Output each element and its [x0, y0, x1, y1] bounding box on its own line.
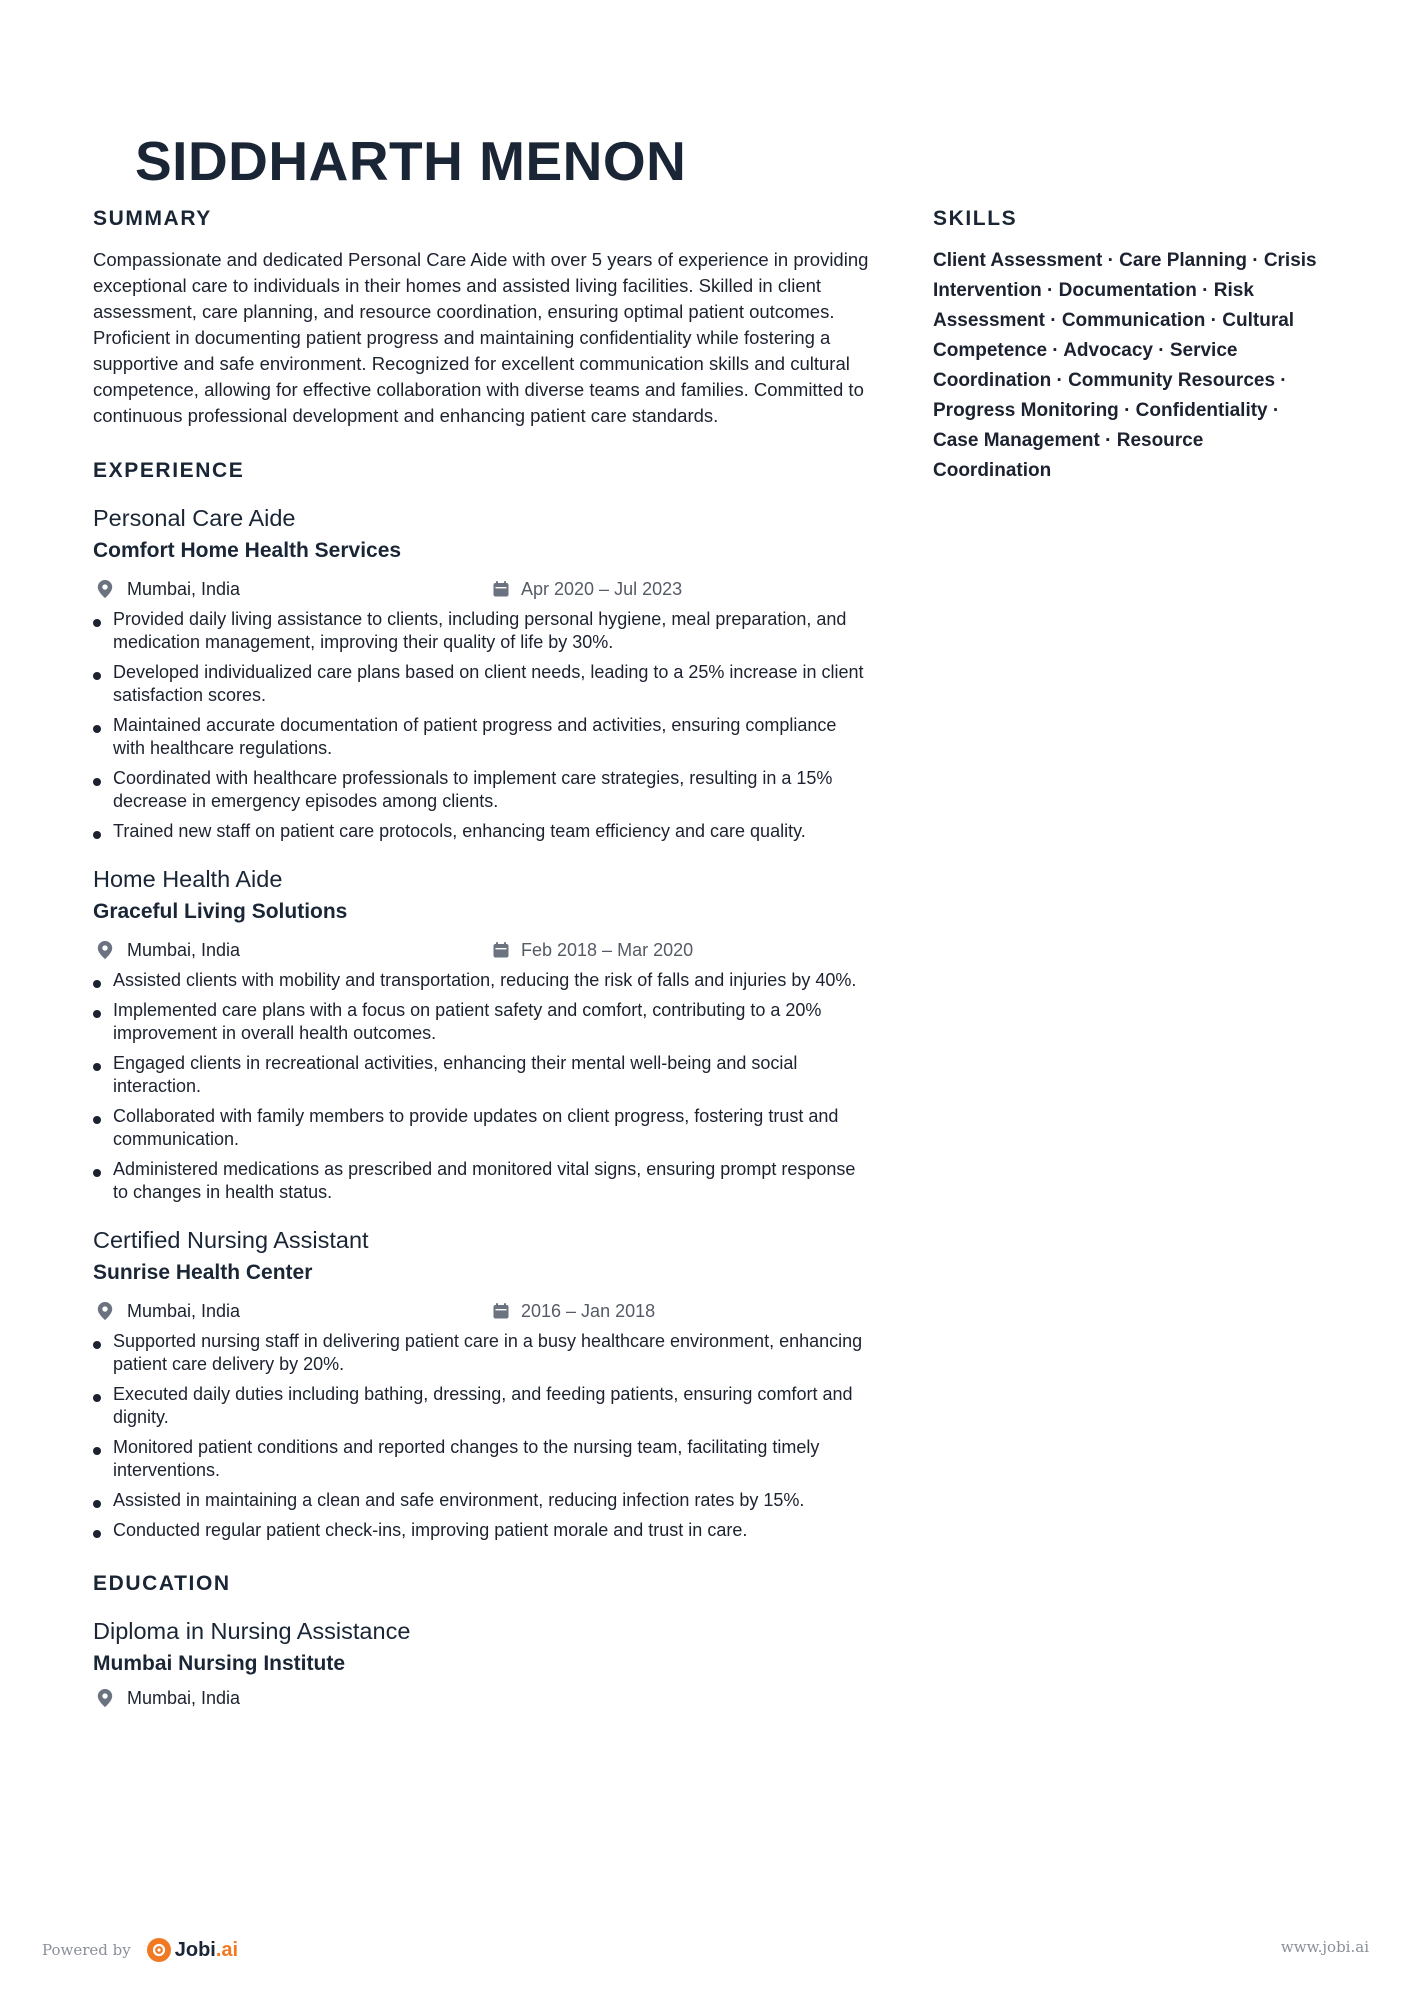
job-location-text: Mumbai, India: [127, 578, 241, 599]
calendar-icon: [493, 942, 509, 958]
job-bullet: Assisted in maintaining a clean and safe environment, reducing infection rates by 15%.: [93, 1489, 873, 1512]
summary-text: Compassionate and dedicated Personal Care Aide with over 5 years of experience in providing exceptional care to individuals in their homes and assisted living facilities. Skilled in client assessment, care planning, and resource coordination, ensuring optimal patient outcomes. Proficient in documenting patient progress and maintaining confidentiality while fostering a supportive and safe environment. Recognized for excellent communication skills and cultural competence, allowing for effective collaboration with diverse teams and families. Committed to continuous professional development and enhancing patient care standards.: [93, 249, 869, 426]
job-list: [93, 502, 873, 1542]
job-dates-text: Apr 2020 – Jul 2023: [521, 578, 683, 599]
job-bullets: [93, 608, 873, 843]
summary-section: [93, 204, 873, 429]
calendar-icon: [493, 581, 509, 597]
jobi-logo-text: [175, 1939, 238, 1962]
job-dates-text: Feb 2018 – Mar 2020: [521, 939, 694, 960]
jobi-logo-icon: [147, 1938, 171, 1962]
job-location-text: Mumbai, India: [127, 1300, 241, 1321]
education-entry: [93, 1615, 873, 1713]
powered-by-label: Powered by: [42, 1941, 131, 1959]
job-company: Graceful Living Solutions: [93, 900, 348, 923]
job-bullet: Provided daily living assistance to clients, including personal hygiene, meal preparation, and medication management, improving their quality of life by 30%.: [93, 608, 873, 654]
job-bullet: Conducted regular patient check-ins, improving patient morale and trust in care.: [93, 1519, 873, 1542]
experience-heading: EXPERIENCE: [93, 459, 245, 482]
skills-section: [933, 204, 1323, 486]
job-bullet: Monitored patient conditions and reported changes to the nursing team, facilitating timely interventions.: [93, 1436, 873, 1482]
job-dates: [493, 940, 693, 961]
education-location: [93, 1688, 493, 1709]
logo-suffix: .ai: [215, 1938, 239, 1961]
job-company: Sunrise Health Center: [93, 1261, 313, 1284]
job-bullet: Administered medications as prescribed and monitored vital signs, ensuring prompt response to changes in health status.: [93, 1158, 873, 1204]
location-pin-icon: [97, 580, 113, 598]
job-title: Personal Care Aide: [93, 505, 296, 531]
job-bullet: Assisted clients with mobility and transportation, reducing the risk of falls and injuries by 40%.: [93, 969, 873, 992]
degree: Diploma in Nursing Assistance: [93, 1618, 411, 1644]
job-location: [93, 1301, 493, 1322]
experience-section: [93, 456, 873, 1542]
school: Mumbai Nursing Institute: [93, 1652, 345, 1675]
job-bullets: [93, 969, 873, 1204]
education-location-text: Mumbai, India: [127, 1687, 241, 1708]
location-pin-icon: [97, 1689, 113, 1707]
job-bullet: Maintained accurate documentation of patient progress and activities, ensuring compliance with healthcare regulations.: [93, 714, 873, 760]
job-entry: [93, 863, 873, 1204]
job-dates: [493, 1301, 655, 1322]
summary-heading: SUMMARY: [93, 207, 212, 230]
job-meta: [93, 1296, 873, 1326]
job-bullet: Collaborated with family members to provide updates on client progress, fostering trust and communication.: [93, 1105, 873, 1151]
job-meta: [93, 574, 873, 604]
right-column: [933, 204, 1323, 486]
logo-main: Jobi: [174, 1938, 216, 1961]
job-bullet: Developed individualized care plans based on client needs, leading to a 25% increase in client satisfaction scores.: [93, 661, 873, 707]
job-location: [93, 579, 493, 600]
skills-heading: SKILLS: [933, 207, 1018, 230]
job-meta: [93, 935, 873, 965]
job-bullet: Implemented care plans with a focus on patient safety and comfort, contributing to a 20% improvement in overall health outcomes.: [93, 999, 873, 1045]
job-entry: [93, 1224, 873, 1542]
footer-url[interactable]: www.jobi.ai: [1280, 1938, 1369, 1956]
job-location-text: Mumbai, India: [127, 939, 241, 960]
job-title: Certified Nursing Assistant: [93, 1227, 369, 1253]
location-pin-icon: [97, 1302, 113, 1320]
education-meta: [93, 1683, 873, 1713]
candidate-name: SIDDHARTH MENON: [135, 130, 687, 192]
job-bullet: Executed daily duties including bathing, dressing, and feeding patients, ensuring comfort and dignity.: [93, 1383, 873, 1429]
job-dates-text: 2016 – Jan 2018: [521, 1300, 656, 1321]
footer-powered-by: [42, 1938, 238, 1962]
job-bullets: [93, 1330, 873, 1542]
education-section: [93, 1569, 873, 1713]
left-column: [93, 204, 873, 1713]
job-location: [93, 940, 493, 961]
jobi-logo[interactable]: [147, 1938, 238, 1962]
job-bullet: Trained new staff on patient care protocols, enhancing team efficiency and care quality.: [93, 820, 873, 843]
job-dates: [493, 579, 682, 600]
job-entry: [93, 502, 873, 843]
job-company: Comfort Home Health Services: [93, 539, 402, 562]
education-heading: EDUCATION: [93, 1572, 231, 1595]
job-bullet: Engaged clients in recreational activities, enhancing their mental well-being and social interaction.: [93, 1052, 873, 1098]
skills-list: Client Assessment · Care Planning · Crisis Intervention · Documentation · Risk Assessment · Communication · Cultural Competence · Advocacy · Service Coordination · Community Resources · Progress Monitoring · Confidentiality · Case Management · Resource Coordination: [933, 250, 1317, 481]
job-title: Home Health Aide: [93, 866, 283, 892]
job-bullet: Coordinated with healthcare professionals to implement care strategies, resulting in a 15% decrease in emergency episodes among clients.: [93, 767, 873, 813]
calendar-icon: [493, 1303, 509, 1319]
location-pin-icon: [97, 941, 113, 959]
job-bullet: Supported nursing staff in delivering patient care in a busy healthcare environment, enhancing patient care delivery by 20%.: [93, 1330, 873, 1376]
